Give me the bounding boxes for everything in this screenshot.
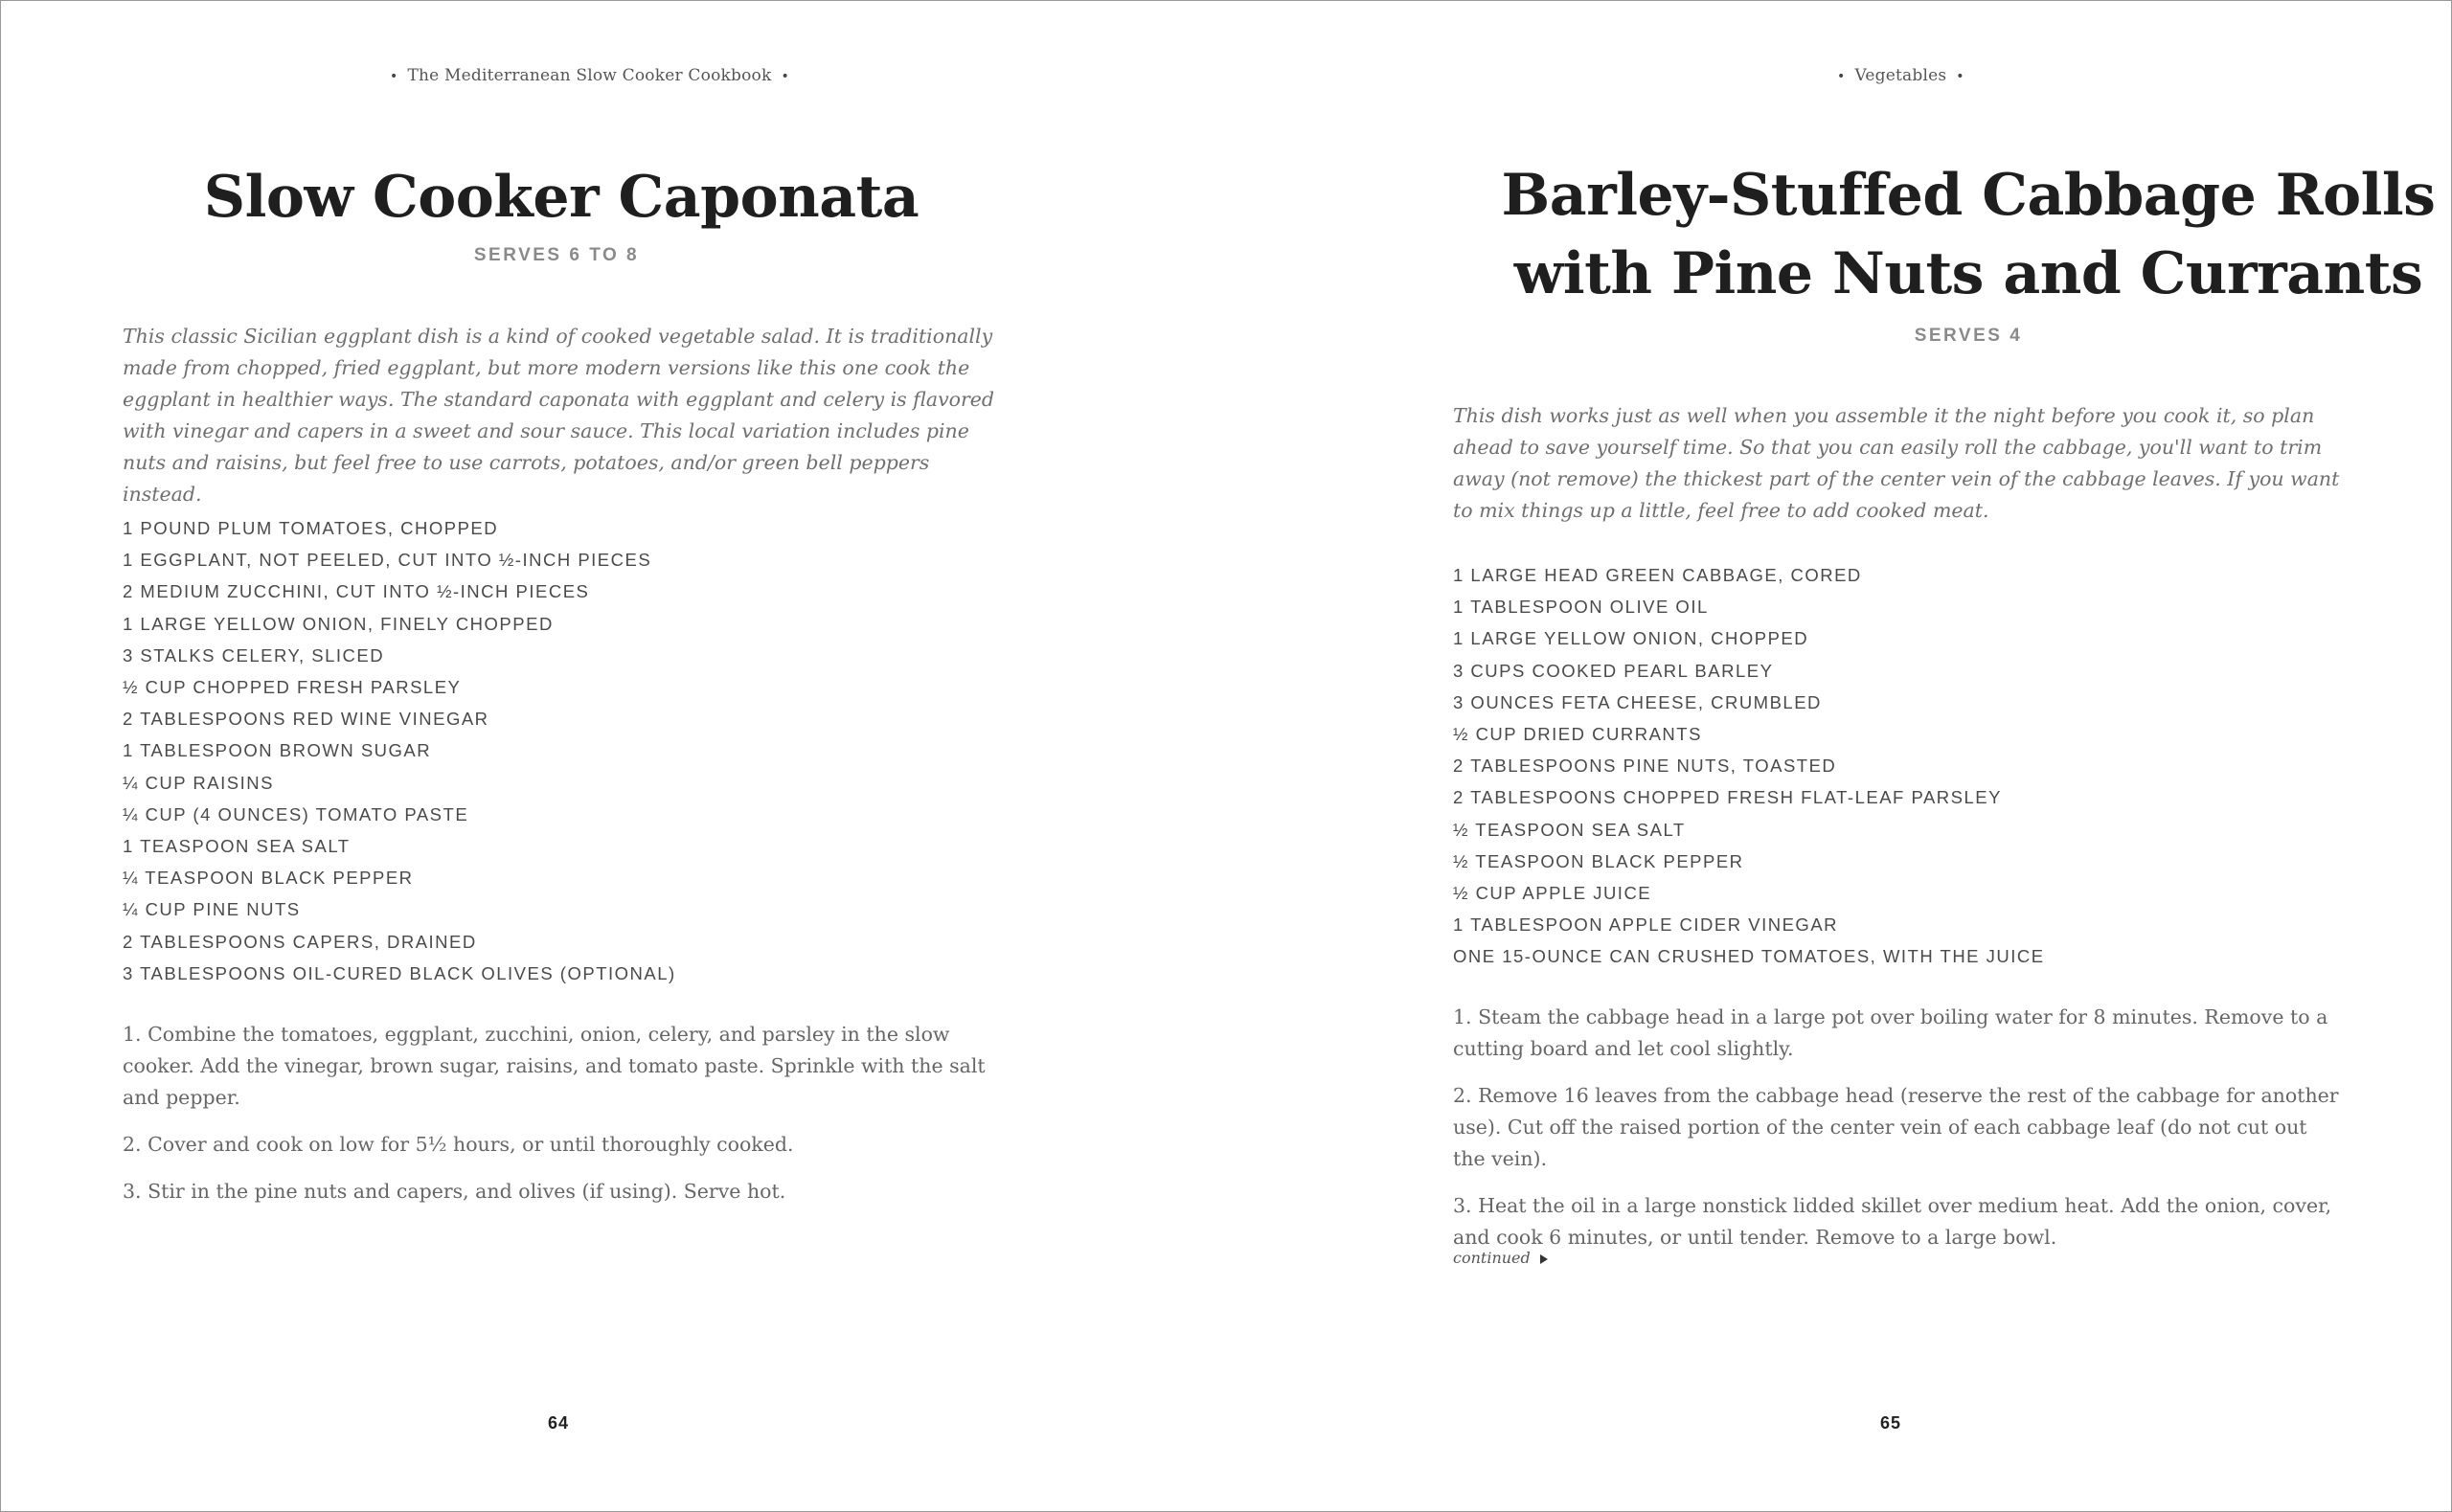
ingredient-item: 3 TABLESPOONS OIL-CURED BLACK OLIVES (OPTIONAL) bbox=[123, 962, 676, 983]
step-item: 3. Heat the oil in a large nonstick lidded skillet over medium heat. Add the onion, cover, and cook 6 minutes, or until tender. Remove to a large bowl. bbox=[1453, 1194, 2332, 1249]
right-page bbox=[1226, 1, 2451, 1511]
ingredient-item: ½ CUP APPLE JUICE bbox=[1453, 883, 1652, 904]
ingredient-item: 1 LARGE HEAD GREEN CABBAGE, CORED bbox=[1453, 565, 1862, 585]
step-item: 1. Combine the tomatoes, eggplant, zucchini, onion, celery, and parsley in the slow cooker. Add the vinegar, brown sugar, raisins, and tomato paste. Sprinkle with the salt and pepper. bbox=[123, 1023, 986, 1109]
ingredient-item: ONE 15-OUNCE CAN CRUSHED TOMATOES, WITH THE JUICE bbox=[1453, 946, 2045, 967]
ingredient-item: 2 TABLESPOONS CHOPPED FRESH FLAT-LEAF PARSLEY bbox=[1453, 787, 2002, 808]
bullet-icon: • bbox=[1837, 69, 1846, 84]
ingredient-item: ¼ CUP PINE NUTS bbox=[123, 899, 301, 920]
ingredient-item: 2 TABLESPOONS RED WINE VINEGAR bbox=[123, 709, 489, 730]
step-item: 2. Remove 16 leaves from the cabbage head (reserve the rest of the cabbage for another use). Cut off the raised portion of the center vein of each cabbage leaf (do not cut out the vein). bbox=[1453, 1084, 2339, 1170]
ingredient-item: 3 CUPS COOKED PEARL BARLEY bbox=[1453, 660, 1774, 681]
ingredient-item: 2 TABLESPOONS CAPERS, DRAINED bbox=[123, 931, 477, 952]
running-head-right bbox=[1828, 66, 1974, 85]
ingredient-item: ½ CUP DRIED CURRANTS bbox=[1453, 724, 1702, 745]
ingredient-item: 1 TABLESPOON APPLE CIDER VINEGAR bbox=[1453, 914, 1839, 936]
bullet-icon: • bbox=[781, 69, 789, 84]
step-item: 1. Steam the cabbage head in a large pot over boiling water for 8 minutes. Remove to a cutting board and let cool slightly. bbox=[1453, 1005, 2328, 1060]
page-number: 64 bbox=[548, 1413, 570, 1433]
title-line: with Pine Nuts and Currants bbox=[1513, 240, 2423, 307]
ingredient-item: 1 LARGE YELLOW ONION, FINELY CHOPPED bbox=[123, 613, 554, 634]
ingredient-item: 1 LARGE YELLOW ONION, CHOPPED bbox=[1453, 628, 1809, 649]
ingredient-item: 2 MEDIUM ZUCCHINI, CUT INTO ½-INCH PIECES bbox=[123, 581, 590, 602]
ingredient-item: 1 EGGPLANT, NOT PEELED, CUT INTO ½-INCH PIECES bbox=[123, 550, 652, 571]
step-item: 2. Cover and cook on low for 5½ hours, or until thoroughly cooked. bbox=[123, 1133, 794, 1156]
bullet-icon: • bbox=[1956, 69, 1964, 84]
ingredient-list bbox=[123, 512, 676, 989]
step-item: 3. Stir in the pine nuts and capers, and olives (if using). Serve hot. bbox=[123, 1180, 786, 1203]
ingredient-item: 1 TEASPOON SEA SALT bbox=[123, 836, 351, 857]
ingredient-item: 1 TABLESPOON OLIVE OIL bbox=[1453, 597, 1709, 618]
recipe-intro: This dish works just as well when you assemble it the night before you cook it, so plan ahead to save yourself time. So that you can easily roll the cabbage, you'll want to trim away (not remove) the thickest part of the center vein of the cabbage leaves. If you want to mix things up a little, feel free to add cooked meat. bbox=[1453, 404, 2340, 522]
running-head-left bbox=[380, 66, 799, 85]
arrow-right-icon bbox=[1540, 1254, 1548, 1264]
ingredient-item: ½ TEASPOON BLACK PEPPER bbox=[1453, 850, 1744, 871]
ingredient-item: 3 OUNCES FETA CHEESE, CRUMBLED bbox=[1453, 691, 1822, 712]
ingredient-item: ¼ CUP (4 OUNCES) TOMATO PASTE bbox=[123, 803, 469, 824]
ingredient-item: ½ CUP CHOPPED FRESH PARSLEY bbox=[123, 677, 462, 698]
step-list bbox=[1453, 1002, 2344, 1269]
ingredient-item: ¼ TEASPOON BLACK PEPPER bbox=[123, 868, 414, 889]
ingredient-list bbox=[1453, 559, 2045, 973]
ingredient-item: ¼ CUP RAISINS bbox=[123, 772, 274, 793]
left-page bbox=[1, 1, 1226, 1511]
continued-label: continued bbox=[1453, 1249, 1531, 1267]
recipe-title bbox=[1418, 156, 2452, 313]
ingredient-item: 2 TABLESPOONS PINE NUTS, TOASTED bbox=[1453, 756, 1837, 777]
ingredient-item: 1 POUND PLUM TOMATOES, CHOPPED bbox=[123, 518, 499, 538]
ingredient-item: ½ TEASPOON SEA SALT bbox=[1453, 819, 1686, 840]
title-line: Barley-Stuffed Cabbage Rolls bbox=[1501, 162, 2436, 229]
continued-link[interactable] bbox=[1453, 1249, 1548, 1267]
recipe-intro: This classic Sicilian eggplant dish is a kind of cooked vegetable salad. It is traditionally made from chopped, fried eggplant, but more modern versions like this one cook the eggplant in healthier ways. The standard caponata with eggplant and celery is flavored with vinegar and capers in a sweet and sour sauce. This local variation includes pine nuts and raisins, but feel free to use carrots, potatoes, and/or green bell peppers instead. bbox=[123, 325, 995, 506]
ingredient-item: 1 TABLESPOON BROWN SUGAR bbox=[123, 740, 432, 761]
page-number: 65 bbox=[1880, 1413, 1902, 1433]
serves-label: SERVES 6 TO 8 bbox=[473, 245, 640, 265]
step-list bbox=[123, 1019, 1004, 1223]
running-head-text: Vegetables bbox=[1854, 66, 1947, 85]
serves-label: SERVES 4 bbox=[1914, 326, 2023, 346]
ingredient-item: 3 STALKS CELERY, SLICED bbox=[123, 644, 385, 666]
recipe-title: Slow Cooker Caponata bbox=[203, 164, 920, 231]
bullet-icon: • bbox=[390, 69, 398, 84]
running-head-text: The Mediterranean Slow Cooker Cookbook bbox=[407, 66, 772, 85]
